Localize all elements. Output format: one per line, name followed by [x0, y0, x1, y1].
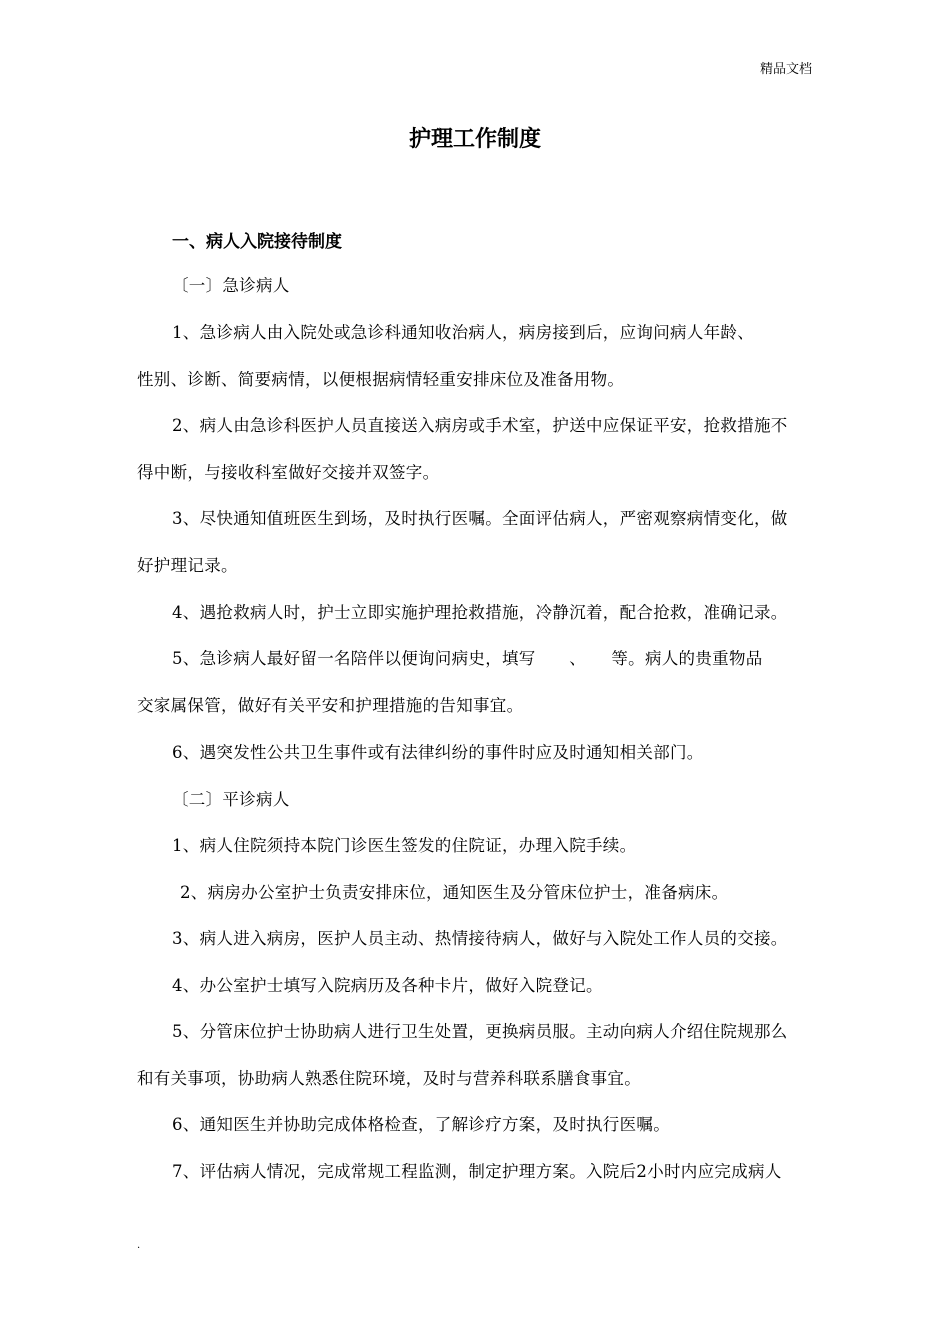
paragraph-line: 得中断，与接收科室做好交接并双签字。	[137, 463, 440, 482]
footer-mark: .	[137, 1240, 141, 1251]
paragraph-line: 6、通知医生并协助完成体格检查，了解诊疗方案，及时执行医嘱。	[172, 1115, 670, 1134]
paragraph-line: 好护理记录。	[137, 556, 238, 575]
paragraph-line: 5、急诊病人最好留一名陪伴以便询问病史，填写 、 等。病人的贵重物品	[172, 649, 763, 668]
paragraph-line: 和有关事项，协助病人熟悉住院环境，及时与营养科联系膳食事宜。	[137, 1069, 641, 1088]
paragraph-line: 交家属保管，做好有关平安和护理措施的告知事宜。	[137, 696, 524, 715]
document-title: 护理工作制度	[408, 127, 541, 152]
paragraph-line: 5、分管床位护士协助病人进行卫生处置，更换病员服。主动向病人介绍住院规那么	[172, 1022, 788, 1041]
paragraph-line: 4、遇抢救病人时，护士立即实施护理抢救措施，冷静沉着，配合抢救，准确记录。	[172, 603, 788, 622]
page-header-label: 精品文档	[760, 62, 813, 77]
subsection-heading-routine: 〔二〕平诊病人	[172, 790, 290, 809]
paragraph-line: 7、评估病人情况，完成常规工程监测，制定护理方案。入院后2小时内应完成病人	[172, 1162, 782, 1181]
paragraph-line: 性别、诊断、简要病情，以便根据病情轻重安排床位及准备用物。	[137, 370, 625, 389]
subsection-heading-emergency: 〔一〕急诊病人	[172, 276, 290, 295]
paragraph-line: 3、病人进入病房，医护人员主动、热情接待病人，做好与入院处工作人员的交接。	[172, 929, 788, 948]
paragraph-line: 2、病房办公室护士负责安排床位，通知医生及分管床位护士，准备病床。	[180, 883, 729, 902]
paragraph-line: 3、尽快通知值班医生到场，及时执行医嘱。全面评估病人，严密观察病情变化，做	[172, 509, 788, 528]
paragraph-line: 1、急诊病人由入院处或急诊科通知收治病人，病房接到后，应询问病人年龄、	[172, 323, 754, 342]
paragraph-line: 2、病人由急诊科医护人员直接送入病房或手术室，护送中应保证平安，抢救措施不	[172, 416, 788, 435]
paragraph-line: 6、遇突发性公共卫生事件或有法律纠纷的事件时应及时通知相关部门。	[172, 743, 704, 762]
paragraph-line: 1、病人住院须持本院门诊医生签发的住院证，办理入院手续。	[172, 836, 637, 855]
section-heading: 一、病人入院接待制度	[172, 232, 342, 252]
paragraph-line: 4、办公室护士填写入院病历及各种卡片，做好入院登记。	[172, 976, 603, 995]
